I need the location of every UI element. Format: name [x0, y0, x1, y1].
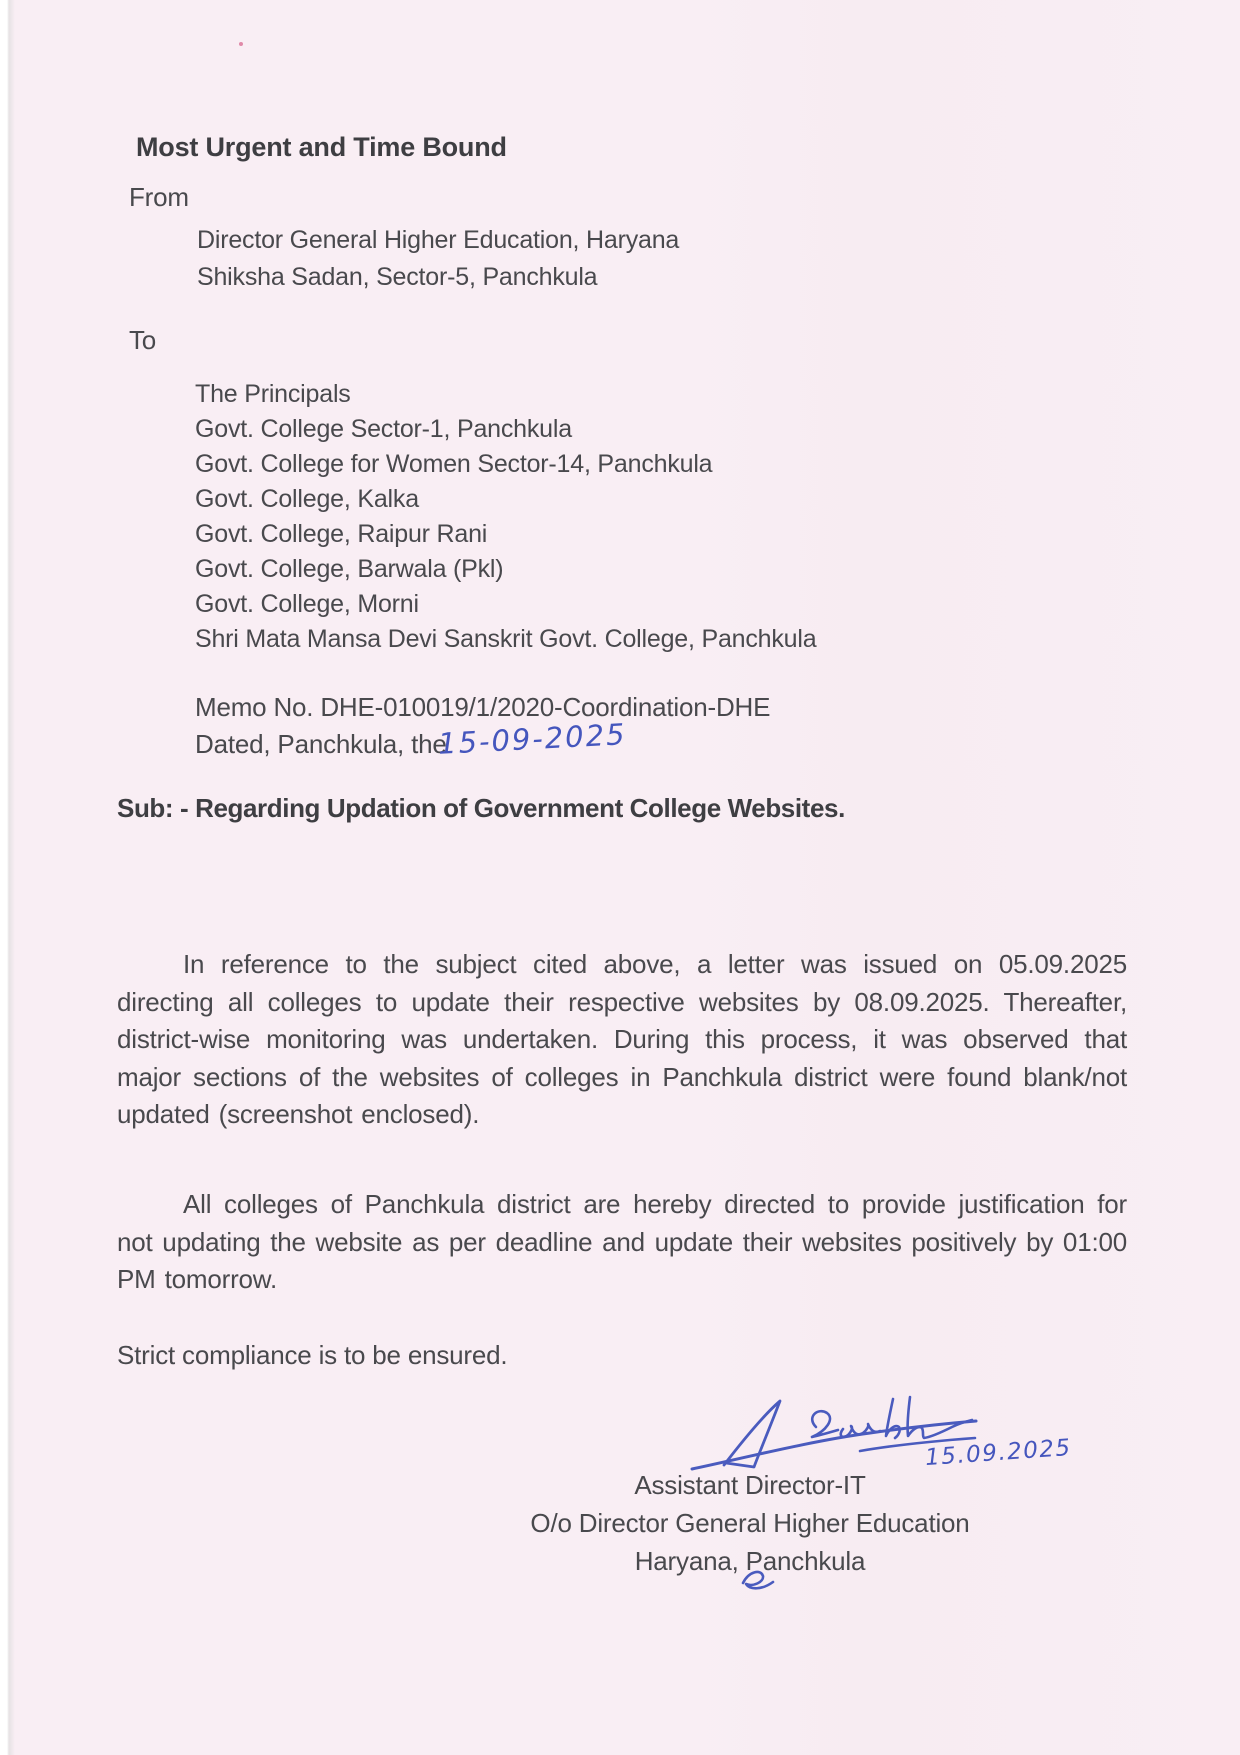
subject-line: Sub: - Regarding Updation of Government College Websites. [117, 793, 845, 823]
handwritten-date: 15-09-2025 [437, 717, 628, 761]
scan-speck [239, 42, 243, 46]
compliance-line: Strict compliance is to be ensured. [117, 1340, 508, 1370]
urgency-heading: Most Urgent and Time Bound [136, 132, 507, 162]
recipient-line: Govt. College, Kalka [195, 485, 419, 513]
recipient-line: The Principals [195, 380, 351, 408]
recipient-line: Govt. College, Barwala (Pkl) [195, 555, 504, 583]
from-address-line: Director General Higher Education, Haryana [197, 226, 680, 254]
body-paragraph-1: In reference to the subject cited above, a letter was issued on 05.09.2025 directing all colleges to update their respective websites by 08.09.2025. Thereafter, district-wise monitoring was undertaken. During this process, it was observed that major sections of the websites of colleges in Panchkula district were found blank/not updated (screenshot enclosed). [117, 949, 1127, 1129]
signer-block [500, 1466, 1000, 1580]
recipients-list [195, 377, 816, 657]
signer-office: O/o Director General Higher Education [530, 1508, 970, 1538]
recipient-line: Govt. College for Women Sector-14, Panchkula [195, 450, 713, 478]
memo-number: Memo No. DHE-010019/1/2020-Coordination-DHE [195, 692, 771, 722]
body-paragraph-2: All colleges of Panchkula district are hereby directed to provide justification for not updating the website as per deadline and update their websites positively by 01:00 PM tomorrow. [117, 1189, 1127, 1294]
pen-flourish-e [735, 1565, 779, 1595]
signer-location: Haryana, Panchkula [634, 1546, 866, 1576]
from-address-block [197, 222, 679, 296]
signer-title: Assistant Director-IT [634, 1470, 866, 1500]
recipient-line: Shri Mata Mansa Devi Sanskrit Govt. College, Panchkula [195, 625, 817, 653]
recipient-line: Govt. College, Raipur Rani [195, 520, 488, 548]
from-address-line: Shiksha Sadan, Sector-5, Panchkula [197, 263, 598, 291]
dated-label: Dated, Panchkula, the [195, 729, 447, 759]
to-label: To [129, 325, 157, 355]
from-label: From [129, 182, 189, 212]
recipient-line: Govt. College, Morni [195, 590, 419, 618]
recipient-line: Govt. College Sector-1, Panchkula [195, 415, 572, 443]
signature-date: 15.09.2025 [924, 1434, 1073, 1472]
